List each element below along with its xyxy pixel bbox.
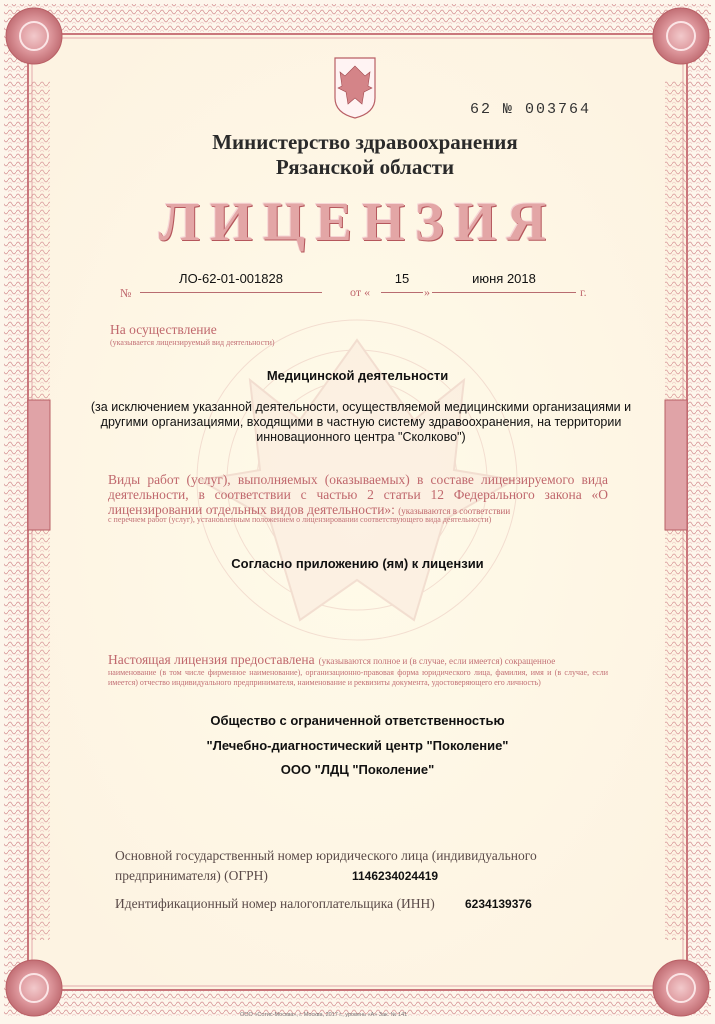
activity-exclusion: (за исключением указанной деятельности, осуществляемой медицинскими организациями и другими организациями, входящими в частную систему здравоохранения, на территории инновационного центра "Сколково") — [90, 400, 632, 444]
activity-hint: (указывается лицензируемый вид деятельности) — [110, 338, 275, 347]
date-day-field — [381, 270, 423, 293]
licensee-hint: наименование (в том числе фирменное наименование), организационно-правовая форма юридического лица, фамилия, имя и (в случае, если имеется) отчество индивидуального предпринимателя, наименование и реквизиты документа, удостоверяющего его личность) — [108, 668, 608, 687]
number-prefix: № — [120, 286, 132, 300]
ogrn-label-line-1: Основной государственный номер юридического лица (индивидуального — [115, 848, 537, 863]
works-hint-inline: (указываются в соответствии — [398, 506, 511, 516]
ogrn-value: 1146234024419 — [352, 869, 439, 883]
document-title: ЛИЦЕНЗИЯ — [158, 191, 557, 252]
works-text: Виды работ (услуг), выполняемых (оказываемых) в составе лицензируемого вида деятельности, в соответствии с частью 2 статьи 12 Федерального закона «О лицензировании отдельных видов деятельности»: — [108, 472, 608, 517]
date-month-year: июня 2018 — [472, 271, 536, 286]
activity-name: Медицинской деятельности — [266, 368, 449, 383]
date-day: 15 — [394, 271, 410, 286]
ministry-line-1: Министерство здравоохранения — [212, 130, 518, 154]
licensee-short-name: ООО "ЛДЦ "Поколение" — [280, 762, 435, 777]
works-description — [108, 472, 608, 519]
license-number: ЛО-62-01-001828 — [179, 271, 283, 286]
licensee-name-line-1: Общество с ограниченной ответственностью — [210, 713, 505, 728]
date-from-label: от « — [350, 285, 371, 299]
works-value: Согласно приложению (ям) к лицензии — [231, 556, 484, 571]
licensee-lead: Настоящая лицензия предоставлена — [108, 652, 315, 667]
year-suffix: г. — [580, 285, 587, 299]
licensee-name-line-2: "Лечебно-диагностический центр "Поколение" — [206, 738, 509, 753]
licensee-description — [108, 652, 608, 669]
coat-of-arms — [335, 58, 375, 118]
ogrn-label-line-2: предпринимателя) (ОГРН) — [115, 868, 268, 883]
issuing-authority — [150, 130, 580, 180]
licensee-hint-inline: (указываются полное и (в случае, если имеется) сокращенное — [318, 656, 556, 666]
serial-number: 62 № 003764 — [470, 101, 592, 118]
license-number-field — [140, 270, 322, 293]
works-hint: с перечнем работ (услуг), установленным положением о лицензировании соответствующего вида деятельности) — [108, 515, 492, 524]
inn-value: 6234139376 — [465, 897, 532, 911]
ministry-line-2: Рязанской области — [275, 155, 455, 179]
activity-label: На осуществление — [110, 322, 217, 337]
printer-footer: ООО «Сотис-Москва», г. Москва, 2017 г., уровень «А» Зак. № 141 — [240, 1012, 408, 1018]
date-day-close: » — [424, 285, 430, 299]
date-month-year-field — [432, 270, 576, 293]
inn-label: Идентификационный номер налогоплательщика (ИНН) — [115, 896, 435, 911]
